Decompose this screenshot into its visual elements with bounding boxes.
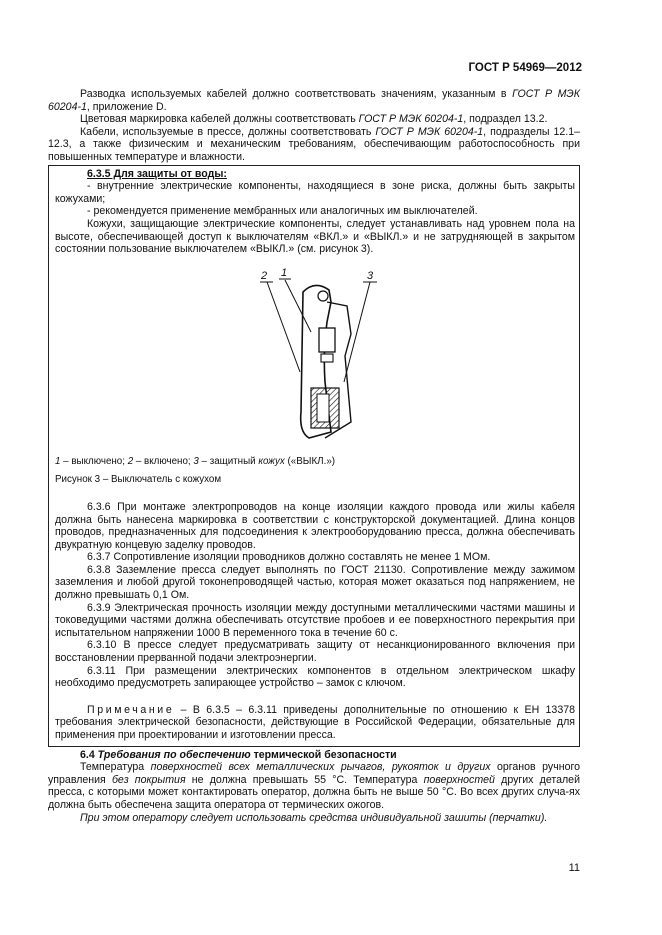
text: 6.3.5 Для защиты от воды: — [87, 167, 227, 180]
text: Требования по обеспечению — [97, 748, 251, 761]
figure-caption: Рисунок 3 – Выключатель с кожухом — [55, 474, 222, 486]
label-1: 1 — [281, 266, 288, 279]
national-addition-box — [48, 165, 580, 747]
hinge — [318, 291, 328, 301]
figure-legend — [55, 456, 575, 469]
paragraph-cable-color — [48, 113, 580, 126]
paragraph-temperature — [48, 761, 580, 811]
text: , подразделы 12.1–12.3, а также физическим и механическим требованиям, обеспечивающим работоспособность при повышенных температуре и влажности. — [48, 125, 580, 163]
text: 1 — [55, 455, 61, 467]
page-content — [48, 88, 580, 824]
text: – выключено; — [60, 455, 128, 467]
note — [55, 704, 575, 742]
switch-off-key — [317, 394, 329, 422]
standard-reference: ГОСТ Р МЭК 60204-1 — [358, 113, 464, 126]
clause-6-3-5-heading — [55, 168, 575, 181]
figure-3 — [55, 262, 575, 454]
text: Кабели, используемые в прессе, должны соответствовать — [80, 125, 376, 138]
text: («ВЫКЛ.») — [284, 455, 336, 467]
text: 3 — [193, 455, 199, 467]
paragraph-covers: Кожухи, защищающие электрические компоненты, следует устанавливать над уровнем пола на высоте, обеспечивающей доступ к выключателям «ВКЛ.» и «ВЫКЛ.» и не затрудняющей в закрытом состоянии пользование выключателем «ВЫКЛ.» (см. рисунок 3). — [55, 217, 575, 256]
text: , подраздел 13.2. — [463, 113, 548, 126]
text: 2 — [127, 455, 134, 467]
text: поверхностей всех металлических рычагов, рукояток и других — [150, 761, 491, 774]
text: Температура — [80, 761, 151, 774]
clause-6-3-8: 6.3.8 Заземление пресса следует выполнять по ГОСТ 21130. Сопротивление между зажимом заземления и любой другой токонепроводящей частью, которая может оказаться под напряжением, не должно превышать 0,1 Ом. — [55, 563, 575, 602]
standard-reference: ГОСТ Р МЭК 60204-1 — [375, 125, 484, 138]
text: кожух — [258, 455, 285, 467]
text: Разводка используемых кабелей должно соответствовать значениям, указанным в — [80, 88, 513, 100]
section-6-4-heading — [48, 749, 580, 762]
clause-6-3-11: 6.3.11 При размещении электрических компонентов в отдельном электрическом шкафу необходимо предусмотреть запирающее устройство – замок с ключом. — [55, 664, 575, 690]
clause-6-3-9: 6.3.9 Электрическая прочность изоляции между доступными металлическими частями машины и токоведущими частями должна обеспечивать отсутствие пробоев и ее поверхностного перекрытия при испытательном напряжении 1000 В переменного тока в течение 60 с. — [55, 601, 575, 639]
clause-6-3-10: 6.3.10 В прессе следует предусматривать защиту от несанкционированного включения при восстановлении прерванной подачи электроэнергии. — [55, 639, 575, 665]
list-item: - внутренние электрические компоненты, находящиеся в зоне риска, должны быть закрыты кожухами; — [55, 180, 575, 205]
text: , приложение D. — [86, 100, 167, 113]
paragraph-cables-press — [48, 126, 580, 164]
button-stem — [321, 354, 333, 362]
clause-6-3-7: 6.3.7 Сопротивление изоляции проводников должно составлять не менее 1 МОм. — [87, 551, 491, 564]
button-on — [319, 328, 335, 352]
standard-reference: ГОСТ Р МЭК 60204-1 — [48, 88, 580, 113]
note-label: Примечание — [87, 703, 175, 716]
list-item: - рекомендуется применение мембранных или аналогичных им выключателей. — [87, 205, 478, 218]
label-3: 3 — [367, 269, 374, 282]
paragraph-ppe — [48, 812, 580, 825]
clause-6-3-6: 6.3.6 При монтаже электропроводов на конце изоляции каждого провода или жилы кабеля должна быть нанесена маркировка в соответствии с конструкторской документацией. Длина концов проводов, предназначенных для подсоединения к электрооборудованию пресса, должна обеспечивать двукратную концевую заделку проводов. — [55, 500, 575, 551]
label-2: 2 — [261, 269, 268, 282]
text: – защитный — [198, 455, 259, 467]
paragraph-cable-routing — [48, 88, 580, 113]
leader-line-3 — [344, 282, 370, 382]
text: других деталей пресса, с которыми может контактировать оператор, должна быть не выше 50 °С. Во всех других случа-ях должна быть обеспечена защита оператора от термических ожогов. — [48, 773, 580, 811]
text: термической безопасности — [250, 748, 397, 761]
text: не должна превышать 55 °С. Температура — [185, 773, 424, 786]
text: поверхностей — [423, 773, 495, 786]
text: органов ручного управления — [48, 761, 581, 786]
document-header: ГОСТ Р 54969—2012 — [468, 62, 582, 74]
switch-with-cover-drawing — [55, 262, 575, 454]
text: При этом оператору следует использовать средства индивидуальной зашиты (перчатки). — [80, 811, 548, 824]
page-number: 11 — [568, 862, 580, 874]
leader-line-2 — [267, 282, 300, 372]
text: – включено; — [133, 455, 194, 467]
text: без покрытия — [111, 773, 186, 786]
text: – В 6.3.5 – 6.3.11 приведены дополнительные по отношению к ЕН 13378 требования электрической безопасности, действующие в Российской Федерации, обязательные для применения при проектировании и изготовлении пресса. — [55, 703, 575, 741]
text: 6.4 — [80, 748, 98, 761]
text: Цветовая маркировка кабелей должны соответствовать — [80, 113, 359, 126]
